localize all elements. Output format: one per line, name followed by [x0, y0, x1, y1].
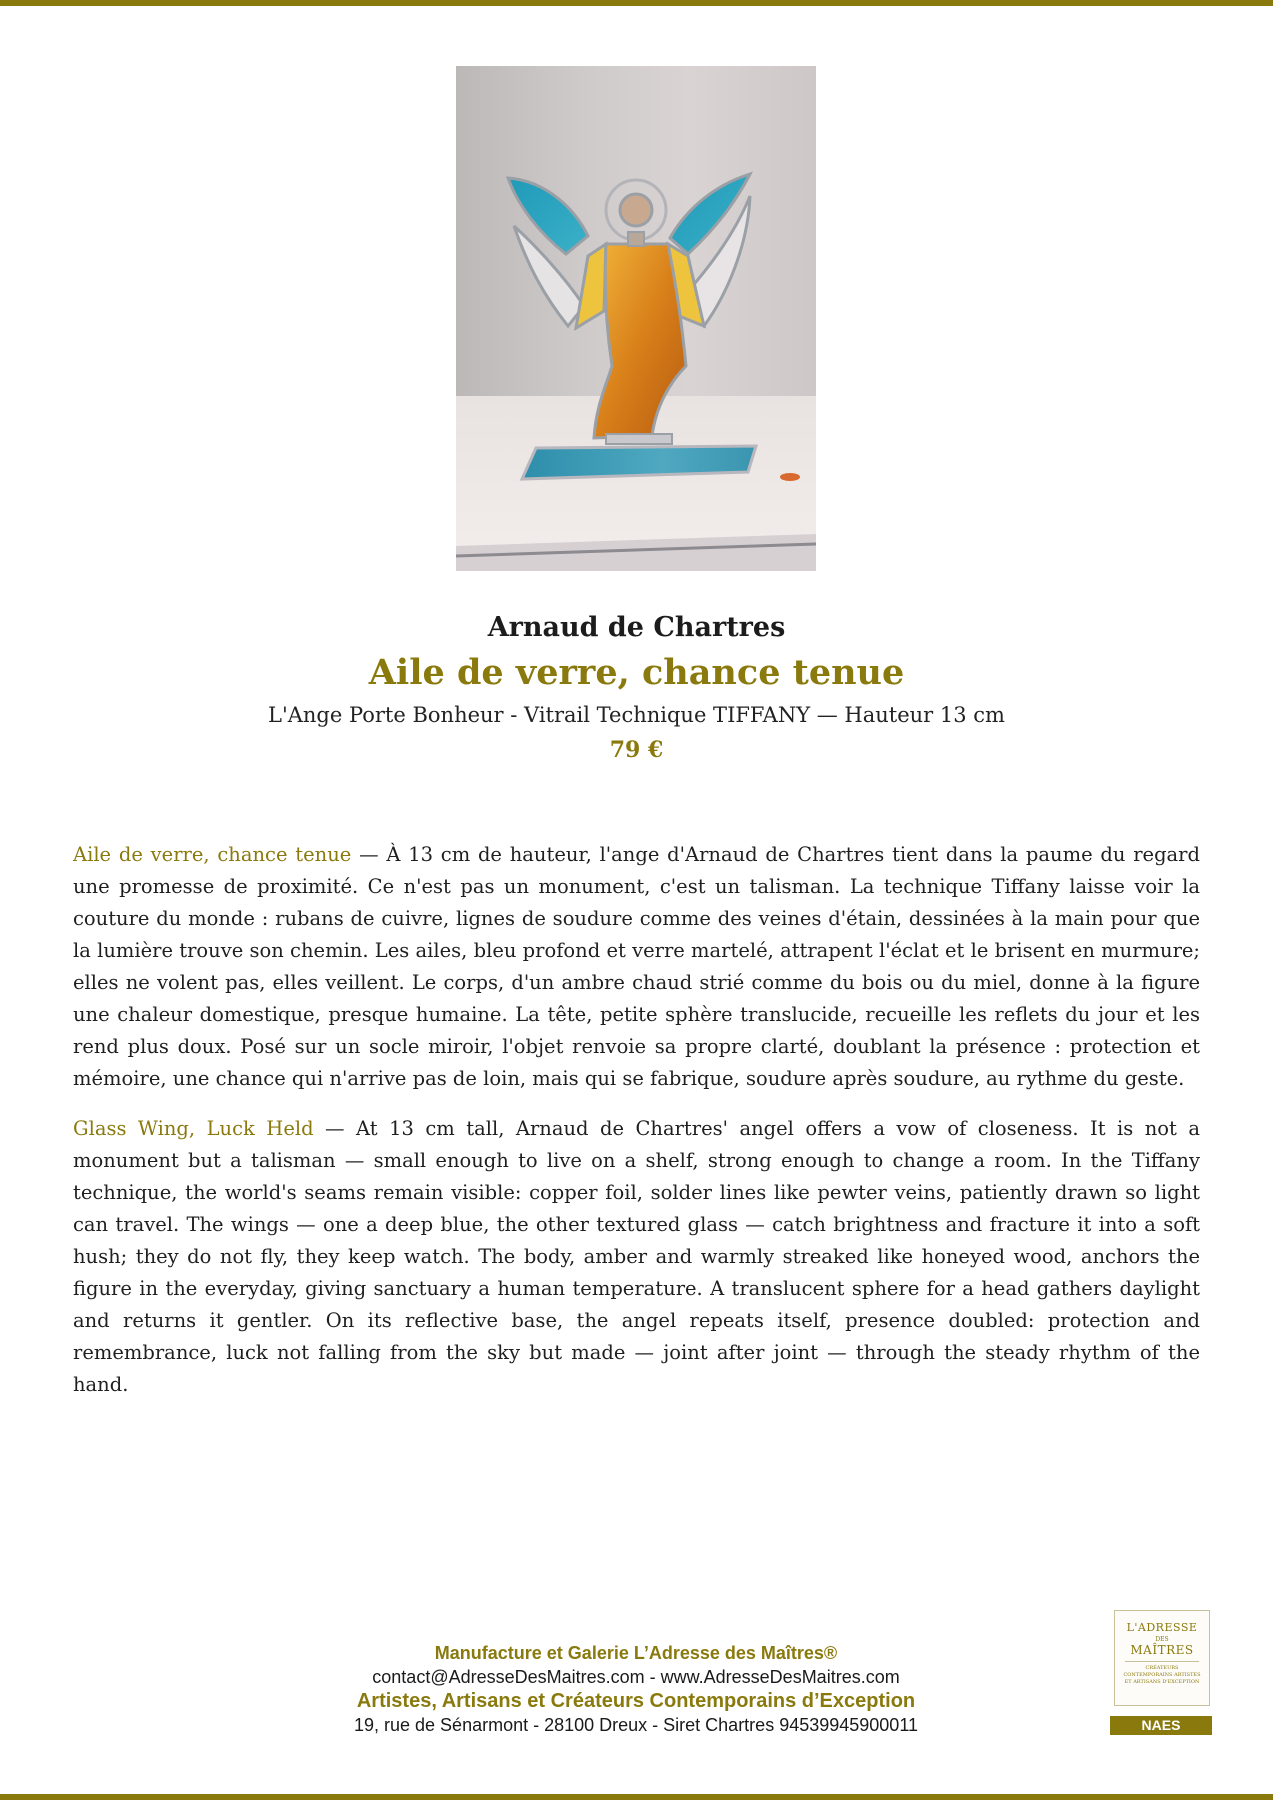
- description-french-text: — À 13 cm de hauteur, l'ange d'Arnaud de Chartres tient dans la paume du regard une promesse de proximité. Ce n'est pas un monument, c'est un talisman. La technique Tiffany laisse voir la couture du monde : rubans de cuivre, lignes de soudure comme des veines d'étain, dessinées à la main pour que la lumière trouve son chemin. Les ailes, bleu profond et verre martelé, attrapent l'éclat et le brisent en murmure; elles ne volent pas, elles veillent. Le corps, d'un ambre chaud strié comme du bois ou du miel, donne à la figure une chaleur domestique, presque humaine. La tête, petite sphère translucide, recueille les reflets du jour et les rend plus doux. Posé sur un socle miroir, l'objet renvoie sa propre clarté, doublant la présence : protection et mémoire, une chance qui n'arrive pas de loin, mais qui se fabrique, soudure après soudure, au rythme du geste.: [73, 843, 1200, 1090]
- gallery-logo: [1114, 1610, 1210, 1706]
- artwork-title: Aile de verre, chance tenue: [368, 652, 905, 693]
- description-english: [73, 1113, 1200, 1401]
- footer-company: Manufacture et Galerie L’Adresse des Maîtres®: [434, 1643, 838, 1663]
- description-french-lead: Aile de verre, chance tenue: [73, 843, 352, 866]
- footer-tagline: Artistes, Artisans et Créateurs Contemporains d’Exception: [356, 1690, 916, 1712]
- stained-glass-angel-image: [456, 66, 816, 571]
- footer-address: 19, rue de Sénarmont - 28100 Dreux - Siret Chartres 94539945900011: [353, 1715, 919, 1735]
- description-english-text: — At 13 cm tall, Arnaud de Chartres' angel offers a vow of closeness. It is not a monument but a talisman — small enough to live on a shelf, strong enough to change a room. In the Tiffany technique, the world's seams remain visible: copper foil, solder lines like pewter veins, patiently drawn so light can travel. The wings — one a deep blue, the other textured glass — catch brightness and fracture it into a soft hush; they do not fly, they keep watch. The body, amber and warmly streaked like honeyed wood, anchors the figure in the everyday, giving sanctuary a human temperature. A translucent sphere for a head gathers daylight and returns it gentler. On its reflective base, the angel repeats itself, presence doubled: protection and remembrance, luck not falling from the sky but made — joint after joint — through the steady rhythm of the hand.: [73, 1117, 1200, 1396]
- description-english-lead: Glass Wing, Luck Held: [73, 1117, 314, 1140]
- artist-name: Arnaud de Chartres: [487, 612, 786, 643]
- logo-line-1: L'ADRESSE: [1126, 1621, 1198, 1634]
- artwork-subtitle: L'Ange Porte Bonheur - Vitrail Technique TIFFANY — Hauteur 13 cm: [268, 703, 1005, 727]
- description-french: [73, 839, 1200, 1095]
- top-border-bar: [0, 0, 1273, 6]
- product-photo: [456, 66, 816, 571]
- footer: [230, 1641, 1042, 1737]
- logo-line-4: CRÉATEURS CONTEMPORAINS ARTISTES ET ARTISANS D'EXCEPTION: [1123, 1665, 1201, 1685]
- logo-line-2: DES: [1155, 1636, 1169, 1643]
- artwork-price: 79 €: [609, 737, 664, 763]
- naes-badge: NAES: [1110, 1716, 1212, 1735]
- footer-contact: contact@AdresseDesMaitres.com - www.AdresseDesMaitres.com: [372, 1667, 900, 1687]
- logo-divider: [1125, 1661, 1199, 1662]
- bottom-border-bar: [0, 1794, 1273, 1800]
- logo-line-3: MAÎTRES: [1130, 1643, 1194, 1657]
